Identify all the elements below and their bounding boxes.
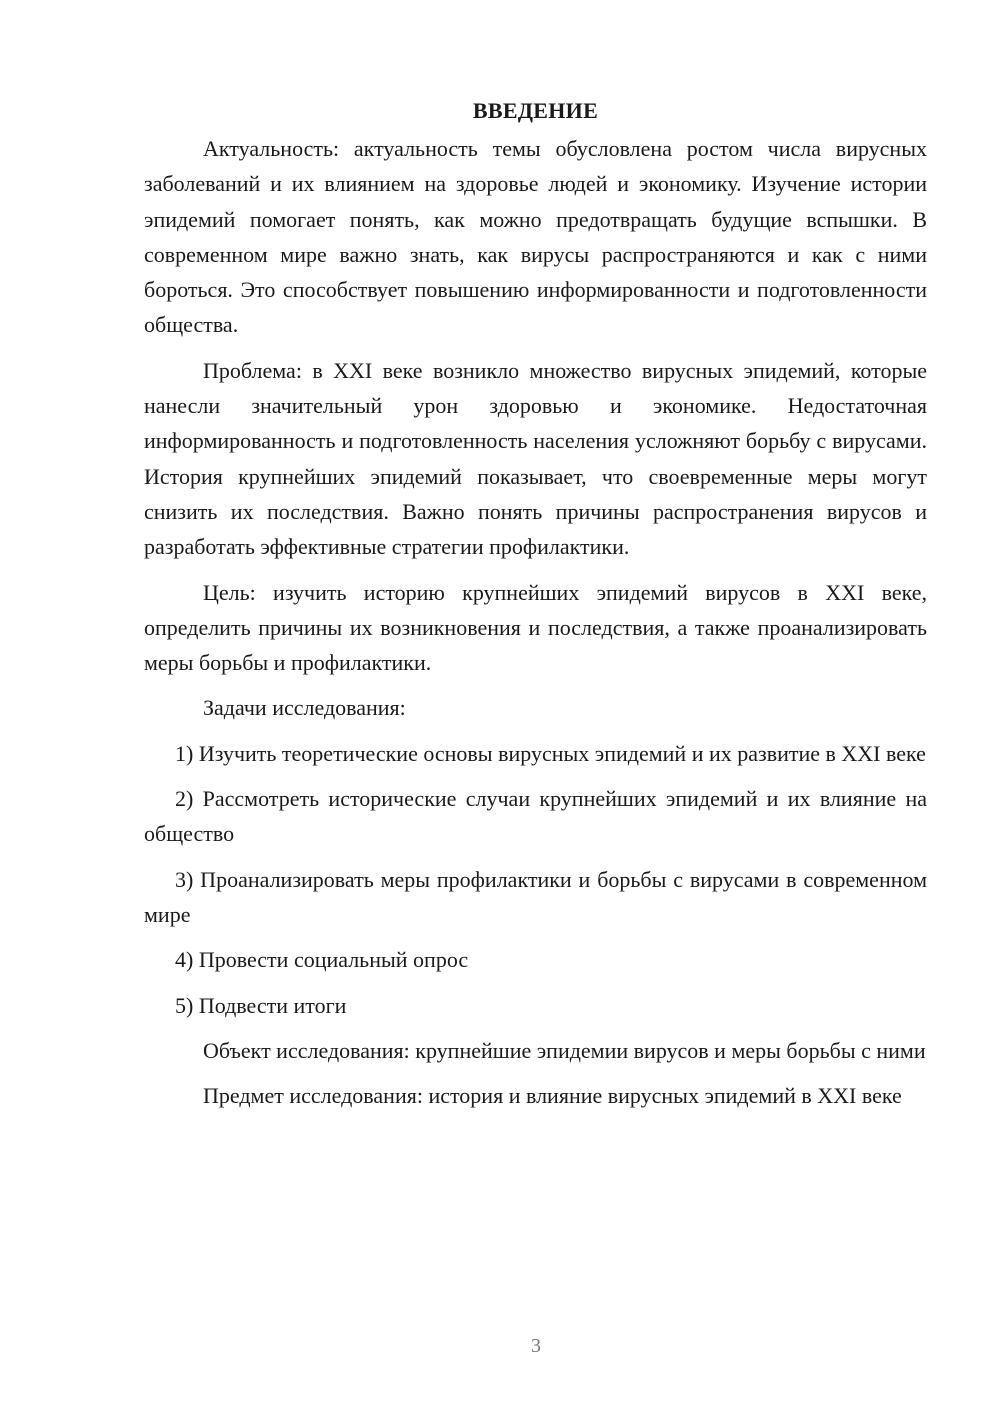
subject-paragraph: Предмет исследования: история и влияние вирусных эпидемий в XXI веке [203,1083,902,1109]
task-item-5: 5) Подвести итоги [175,992,347,1018]
task-item-3: 3) Проанализировать меры профилактики и борьбы с вирусами в современном мире [144,866,927,927]
task-item-2: 2) Рассмотреть исторические случаи крупнейших эпидемий и их влияние на общество [144,786,927,847]
section-title: ВВЕДЕНИЕ [472,98,599,123]
task-item-4: 4) Провести социальный опрос [175,947,469,973]
object-paragraph: Объект исследования: крупнейшие эпидемии вирусов и меры борьбы с ними [203,1037,926,1063]
relevance-paragraph: Актуальность: актуальность темы обусловлена ростом числа вирусных заболеваний и их влиянием на здоровье людей и экономику. Изучение истории эпидемий помогает понять, как можно предотвращать будущие вспышки. В современном мире важно знать, как вирусы распространяются и как с ними бороться. Это способствует повышению информированности и подготовленности общества. [144,136,927,338]
tasks-heading: Задачи исследования: [203,695,406,721]
goal-paragraph: Цель: изучить историю крупнейших эпидемий вирусов в XXI веке, определить причины их возникновения и последствия, а также проанализировать меры борьбы и профилактики. [144,579,927,676]
page-number: 3 [531,1335,541,1357]
page-content [144,96,927,1123]
problem-paragraph: Проблема: в XXI веке возникло множество вирусных эпидемий, которые нанесли значительный урон здоровью и экономике. Недостаточная информированность и подготовленность населения усложняют борьбу с вирусами. История крупнейших эпидемий показывает, что своевременные меры могут снизить их последствия. Важно понять причины распространения вирусов и разработать эффективные стратегии профилактики. [144,357,927,560]
task-item-1: 1) Изучить теоретические основы вирусных эпидемий и их развитие в XXI веке [175,740,926,766]
